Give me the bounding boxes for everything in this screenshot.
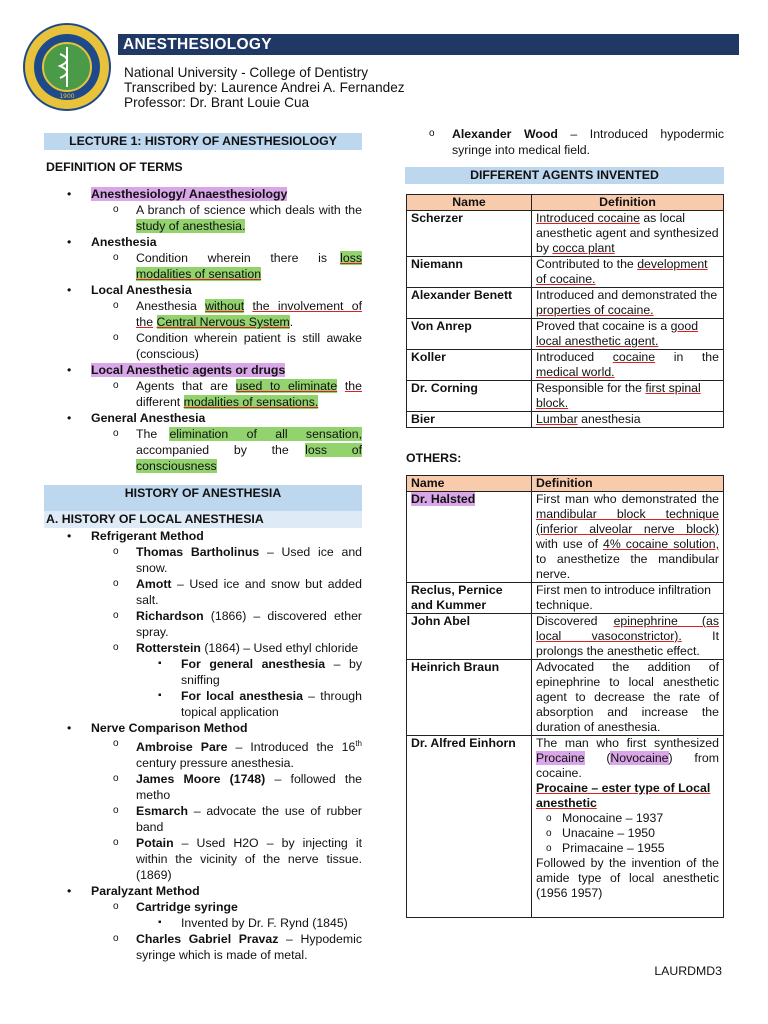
method-item: • Refrigerant Method <box>44 528 362 544</box>
col-header-name: Name <box>407 195 532 211</box>
lecture-title: LECTURE 1: HISTORY OF ANESTHESIOLOGY <box>44 133 362 150</box>
agents-table <box>406 194 724 428</box>
local-anesthesia-heading: A. HISTORY OF LOCAL ANESTHESIA <box>44 511 362 528</box>
einhorn-subitem: o Primacaine – 1955 <box>536 841 719 856</box>
header-line-professor: Professor: Dr. Brant Louie Cua <box>124 95 310 110</box>
method-item: • Paralyzant Method <box>44 883 362 899</box>
header-line-transcriber: Transcribed by: Laurence Andrei A. Fernandez <box>124 80 405 95</box>
table-header-row <box>407 476 724 492</box>
history-heading: HISTORY OF ANESTHESIA <box>44 485 362 511</box>
col-header-definition: Definition <box>532 195 724 211</box>
history-subentry: ▪ Invented by Dr. F. Rynd (1845) <box>44 915 362 931</box>
others-heading: OTHERS: <box>406 451 462 465</box>
wood-entry-block <box>360 126 724 158</box>
table-row: Reclus, Pernice and Kummer First men to introduce infiltration technique. <box>407 583 724 614</box>
method-item: • Nerve Comparison Method <box>44 720 362 736</box>
table-row: John Abel Discovered epinephrine (as local vasoconstrictor). It prolongs the anesthetic effect. <box>407 614 724 660</box>
seal-year: 1900 <box>59 93 75 100</box>
table-row: Von Anrep Proved that cocaine is a good local anesthetic agent. <box>407 319 724 350</box>
table-row: Dr. Halsted First man who demonstrated the mandibular block technique (inferior alveolar nerve block) with use of 4% cocaine solution, to anesthetize the mandibular nerve. <box>407 492 724 583</box>
table-row: Niemann Contributed to the development of cocaine. <box>407 257 724 288</box>
header-info <box>124 65 405 110</box>
definition-heading: DEFINITION OF TERMS <box>46 160 183 174</box>
term-definition: o Agents that are used to eliminate the different modalities of sensations. <box>44 378 362 410</box>
header-line-school: National University - College of Dentistry <box>124 65 369 80</box>
table-row: Dr. Alfred Einhorn The man who first synthesized Procaine (Novocaine) from cocaine. Procaine – ester type of Local anesthetic o Monocaine – 1937 o Unacaine – 1950 o Primacaine – 1955 Followed by the invention of the amide type of local anesthetic (1956 1957) <box>407 736 724 918</box>
einhorn-subitem: o Unacaine – 1950 <box>536 826 719 841</box>
col-header-definition: Definition <box>532 476 724 492</box>
term-definition: o A branch of science which deals with the study of anesthesia. <box>44 202 362 234</box>
term-definition: o The elimination of all sensation, accompanied by the loss of consciousness <box>44 426 362 474</box>
history-subentry: ▪ For general anesthesia – by sniffing <box>44 656 362 688</box>
history-entry: o Amott – Used ice and snow but added salt. <box>44 576 362 608</box>
term-item: • Local Anesthetic agents or drugs <box>44 362 362 378</box>
table-row: Alexander Benett Introduced and demonstrated the properties of cocaine. <box>407 288 724 319</box>
history-list <box>44 528 362 963</box>
table-row: Dr. Corning Responsible for the first spinal block. <box>407 381 724 412</box>
history-entry: o Potain – Used H2O – by injecting it within the vicinity of the nerve tissue. (1869) <box>44 835 362 883</box>
definition-list <box>44 186 362 474</box>
history-entry: o Cartridge syringe <box>44 899 362 915</box>
term-item: • Anesthesiology/ Anaesthesiology <box>44 186 362 202</box>
footer-code: LAURDMD3 <box>654 964 722 978</box>
history-subentry: ▪ For local anesthesia – through topical application <box>44 688 362 720</box>
history-entry: o Thomas Bartholinus – Used ice and snow. <box>44 544 362 576</box>
document-title: ANESTHESIOLOGY <box>123 36 272 53</box>
history-entry: o Charles Gabriel Pravaz – Hypodemic syringe which is made of metal. <box>44 931 362 963</box>
history-entry: o Ambroise Pare – Introduced the 16th century pressure anesthesia. <box>44 736 362 771</box>
table-row: Scherzer Introduced cocaine as local anesthetic agent and synthesized by cocca plant <box>407 211 724 257</box>
history-entry: o Alexander Wood – Introduced hypodermic syringe into medical field. <box>360 126 724 158</box>
term-definition: o Condition wherein patient is still awake (conscious) <box>44 330 362 362</box>
title-bar <box>118 34 739 55</box>
table-row: Koller Introduced cocaine in the medical world. <box>407 350 724 381</box>
others-table <box>406 475 724 918</box>
table-row: Bier Lumbar anesthesia <box>407 412 724 428</box>
history-entry: o Richardson (1866) – discovered ether spray. <box>44 608 362 640</box>
table-row: Heinrich Braun Advocated the addition of epinephrine to local anesthetic agent to decrease the rate of absorption and increase the duration of anesthesia. <box>407 660 724 736</box>
history-entry: o Esmarch – advocate the use of rubber band <box>44 803 362 835</box>
term-item: • General Anesthesia <box>44 410 362 426</box>
history-entry: o James Moore (1748) – followed the metho <box>44 771 362 803</box>
agents-heading: DIFFERENT AGENTS INVENTED <box>405 167 724 184</box>
history-entry: o Rotterstein (1864) – Used ethyl chloride <box>44 640 362 656</box>
col-header-name: Name <box>407 476 532 492</box>
term-definition: o Condition wherein there is loss modalities of sensation <box>44 250 362 282</box>
university-seal-logo <box>22 22 112 112</box>
term-item: • Anesthesia <box>44 234 362 250</box>
term-item: • Local Anesthesia <box>44 282 362 298</box>
einhorn-subitem: o Monocaine – 1937 <box>536 811 719 826</box>
term-definition: o Anesthesia without the involvement of the Central Nervous System. <box>44 298 362 330</box>
table-header-row <box>407 195 724 211</box>
